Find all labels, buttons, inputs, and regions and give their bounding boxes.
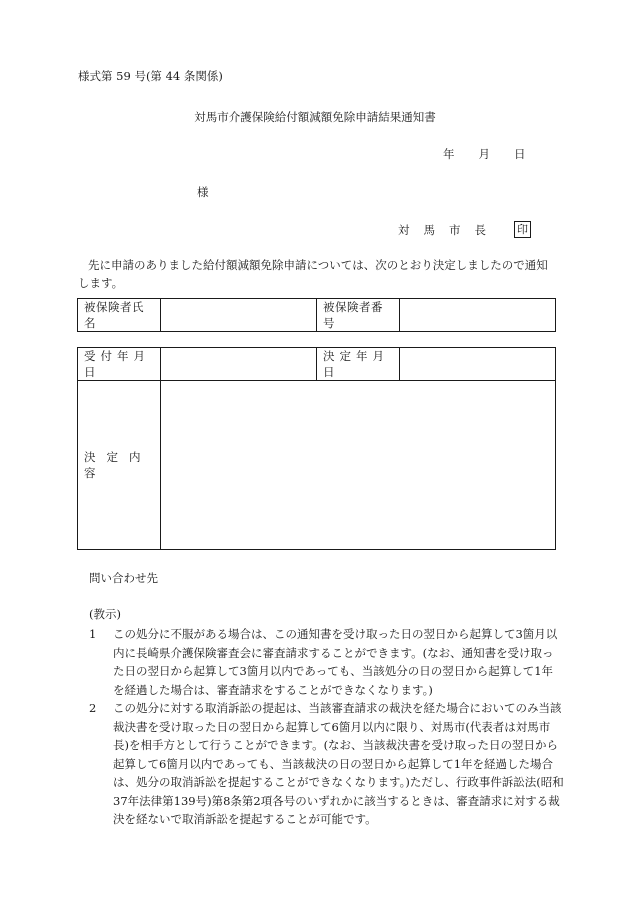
- insured-info-table: [77, 298, 556, 332]
- received-date-field[interactable]: [160, 348, 316, 381]
- issuer-title: 対馬市長: [398, 222, 500, 237]
- inquiry-label: 問い合わせ先: [89, 571, 158, 585]
- note-number: 2: [89, 701, 97, 715]
- received-date-label: 受付年月日: [78, 348, 161, 381]
- insured-number-label: 被保険者番号: [316, 299, 399, 332]
- issuer: [398, 221, 531, 238]
- date-day: 日: [514, 147, 526, 161]
- date-month: 月: [478, 147, 490, 161]
- insured-name-field[interactable]: [160, 299, 316, 332]
- date-year: 年: [443, 147, 455, 161]
- note-item: [89, 699, 564, 829]
- form-number: 様式第 59 号(第 44 条関係): [78, 69, 223, 83]
- note-item: [89, 625, 564, 699]
- decision-content-label: 決定内容: [78, 381, 161, 550]
- date-line: [443, 146, 526, 162]
- decision-content-field[interactable]: [160, 381, 555, 550]
- decision-date-label: 決定年月日: [317, 348, 400, 381]
- note-text: この処分に対する取消訴訟の提起は、当該審査請求の裁決を経た場合においてのみ当該裁決書を受け取った日の翌日から起算して6箇月以内に限り、対馬市(代表者は対馬市長)を相手方として行うことができます。(なお、当該裁決書を受け取った日の翌日から起算して6箇月以内であっても、当該裁決の日の翌日から起算して1年を経過した場合は、処分の取消訴訟を提起することができなくなります。)ただし、行政事件訴訟法(昭和37年法律第139号)第8条第2項各号のいずれかに該当するときは、審査請求に対する裁決を経ないで取消訴訟を提起することが可能です。: [113, 701, 564, 826]
- decision-date-field[interactable]: [399, 348, 555, 381]
- notes-heading: (教示): [89, 607, 121, 621]
- decision-table: [77, 347, 556, 550]
- document-title: 対馬市介護保険給付額減額免除申請結果通知書: [194, 110, 436, 124]
- note-number: 1: [89, 627, 97, 641]
- intro-text: 先に申請のありました給付額減額免除申請については、次のとおり決定しましたので通知します。: [78, 258, 548, 290]
- note-text: この処分に不服がある場合は、この通知書を受け取った日の翌日から起算して3箇月以内に長崎県介護保険審査会に審査請求することができます。(なお、通知書を受け取った日の翌日から起算して3箇月以内であっても、当該処分の日の翌日から起算して1年を経過した場合は、審査請求をすることができなくなります。): [113, 627, 558, 697]
- insured-number-field[interactable]: [399, 299, 555, 332]
- insured-name-label: 被保険者氏名: [78, 299, 161, 332]
- seal-mark: 印: [514, 221, 531, 238]
- addressee-suffix: 様: [197, 185, 209, 199]
